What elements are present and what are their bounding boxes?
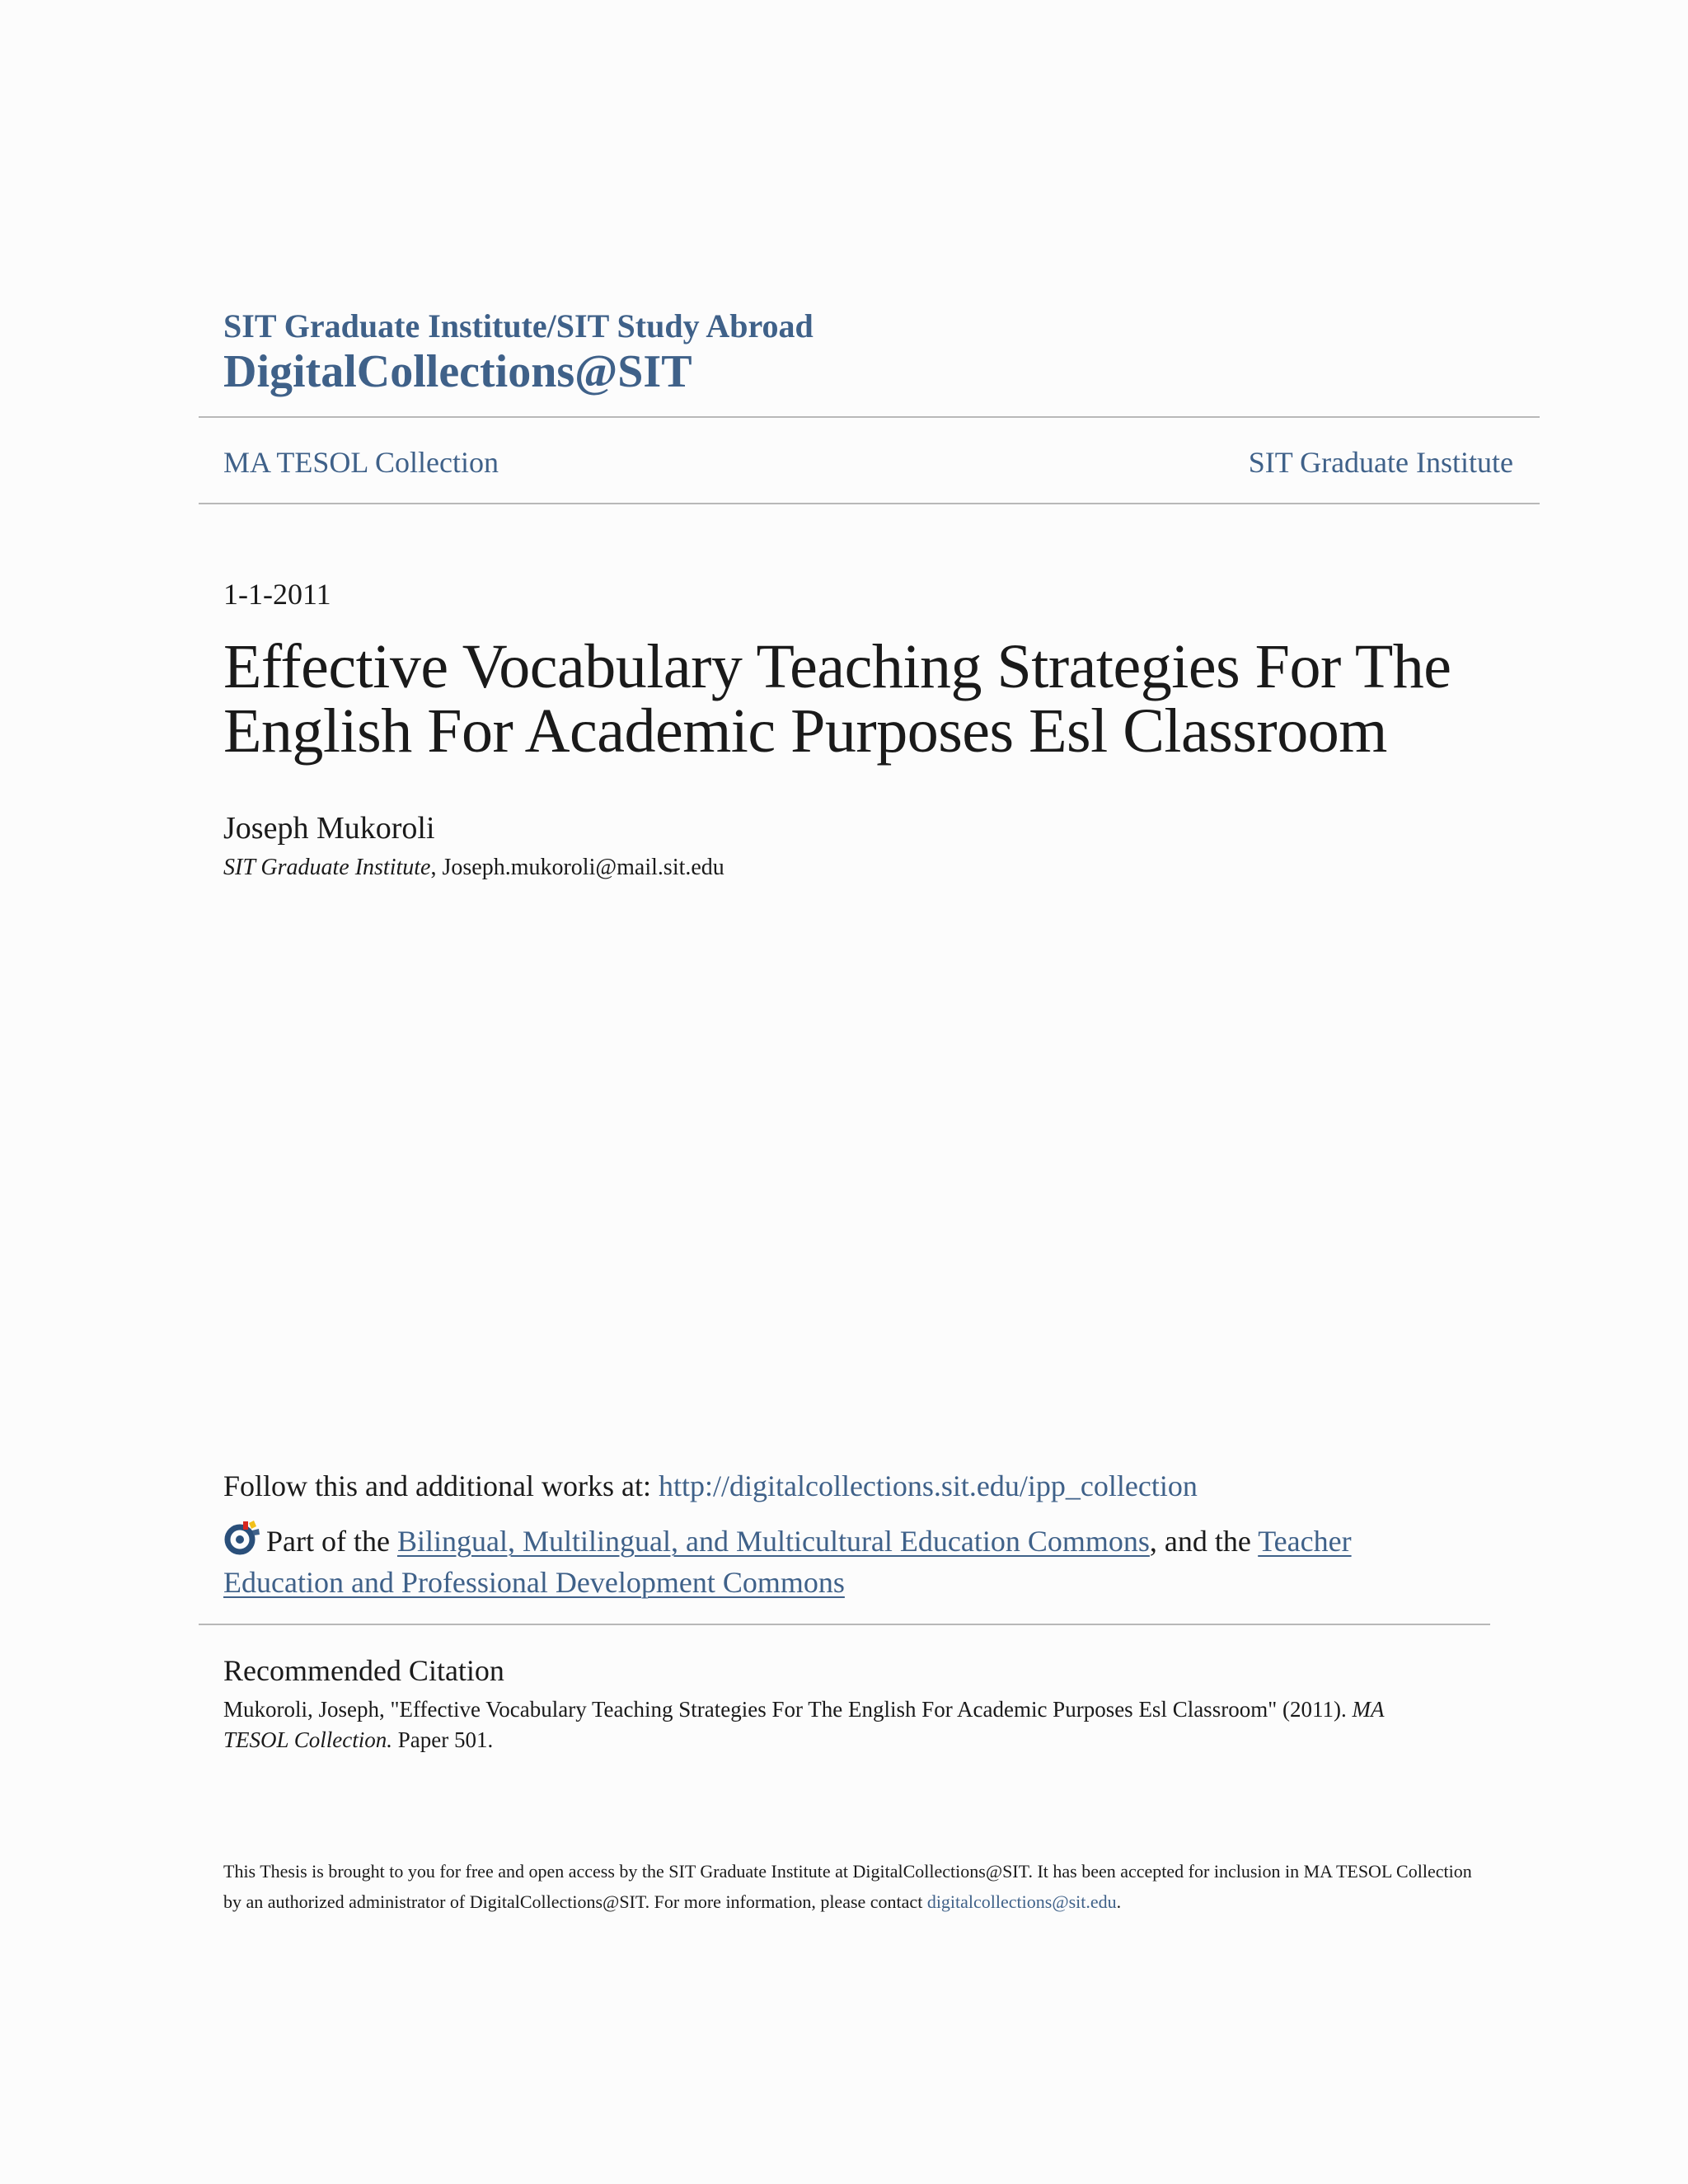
part-of-line [223, 1518, 1476, 1603]
affiliation-institution: SIT Graduate Institute [223, 855, 431, 880]
collection-url-link[interactable]: http://digitalcollections.sit.edu/ipp_collection [658, 1469, 1198, 1502]
access-note-end: . [1116, 1891, 1122, 1912]
follow-line [223, 1465, 1198, 1507]
citation-text [223, 1694, 1443, 1755]
paper-title [223, 632, 1509, 766]
repository-header [223, 307, 814, 397]
bilingual-commons-link[interactable]: Bilingual, Multilingual, and Multicultural Education Commons [396, 1525, 1150, 1558]
commons-network-icon [223, 1518, 261, 1556]
publication-date: 1-1-2011 [223, 578, 331, 611]
part-of-prefix: Part of the [266, 1525, 397, 1558]
author-email: Joseph.mukoroli@mail.sit.edu [442, 855, 724, 880]
header-bottom-rule [199, 503, 1540, 504]
paper-title-line-1: Effective Vocabulary Teaching Strategies For The [223, 632, 1451, 701]
part-of-mid: , and the [1149, 1525, 1259, 1558]
contact-email-link[interactable]: digitalcollections@sit.edu [926, 1891, 1117, 1912]
repository-name-link[interactable]: DigitalCollections@SIT [223, 346, 692, 397]
citation-main: Mukoroli, Joseph, "Effective Vocabulary Teaching Strategies For The English For Academic Purposes Esl Classroom" (2011). [223, 1697, 1353, 1722]
author-name: Joseph Mukoroli [223, 811, 435, 846]
author-affiliation [223, 849, 724, 887]
follow-prefix: Follow this and additional works at: [223, 1469, 659, 1502]
access-note-text: This Thesis is brought to you for free and open access by the SIT Graduate Institute at DigitalCollections@SIT. It has been accepted for inclusion in MA TESOL Collection by an authorized administrator of DigitalCollections@SIT. For more information, please contact [223, 1861, 1472, 1912]
access-note [223, 1856, 1493, 1917]
org-name: SIT Graduate Institute/SIT Study Abroad [223, 307, 814, 344]
header-top-rule [199, 416, 1540, 418]
citation-paper-number: Paper 501. [392, 1727, 494, 1752]
collection-link[interactable]: MA TESOL Collection [223, 446, 499, 479]
citation-series: MA TESOL Collection. [223, 1697, 1384, 1752]
paper-title-line-2: English For Academic Purposes Esl Classroom [223, 696, 1387, 766]
teacher-education-commons-link[interactable]: Teacher Education and Professional Development Commons [223, 1525, 1352, 1599]
recommended-citation-heading: Recommended Citation [223, 1654, 504, 1687]
affiliation-separator: , [430, 855, 443, 880]
citation-top-rule [199, 1624, 1490, 1625]
institute-link[interactable]: SIT Graduate Institute [1248, 446, 1513, 479]
